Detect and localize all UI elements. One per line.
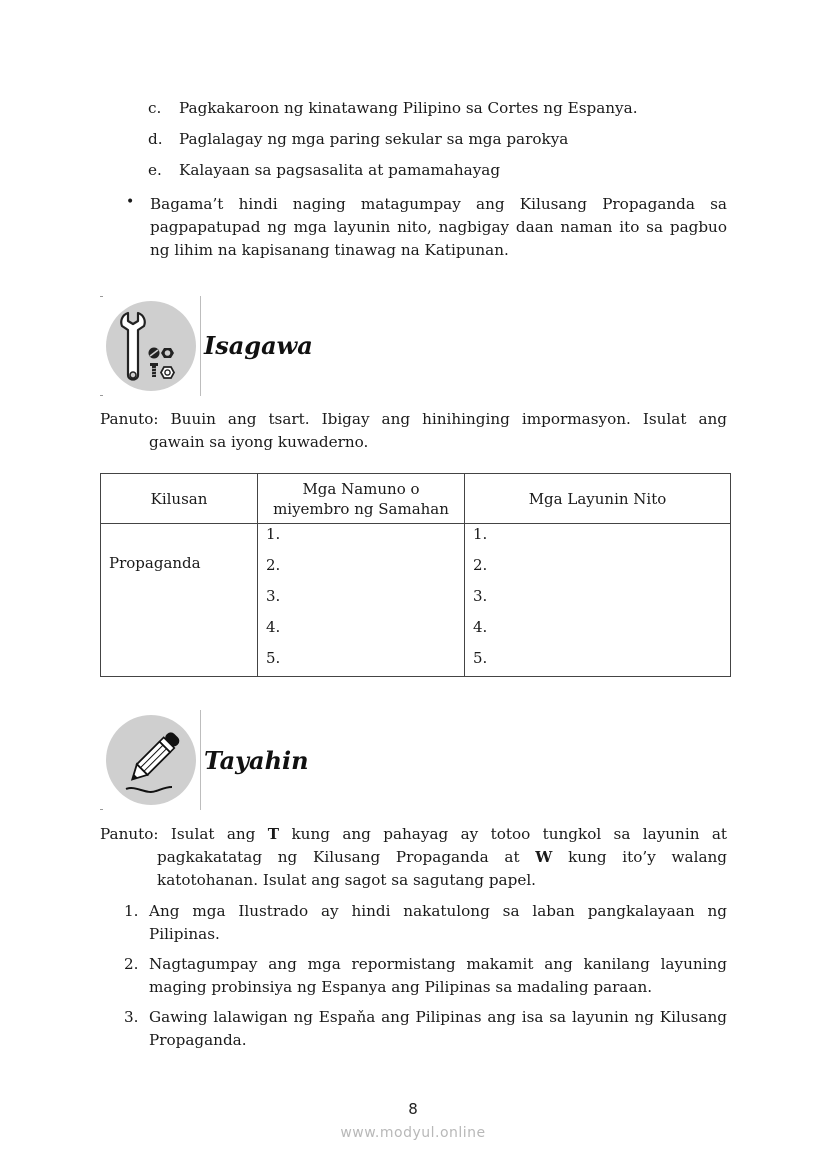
instructions-line-1: Panuto: Buuin ang tsart. Ibigay ang hinihinging impormasyon. Isulat ang (100, 410, 727, 428)
bullet-icon: • (126, 194, 135, 210)
wrench-bolts-icon (106, 301, 196, 391)
list-label: d. (148, 130, 163, 148)
question-item-2 (124, 953, 727, 999)
true-marker: T (267, 825, 280, 843)
goal-line-5[interactable]: 5. (473, 649, 488, 667)
member-line-3[interactable]: 3. (266, 587, 281, 605)
question-item-1 (124, 900, 727, 946)
header-members: Mga Namuno o miyembro ng Samahan (258, 474, 465, 524)
member-line-1[interactable]: 1. (266, 525, 281, 543)
question-number: 1. (124, 902, 139, 920)
list-text: Kalayaan sa pagsasalita at pamamahayag (179, 161, 501, 179)
header-kilusan: Kilusan (101, 474, 258, 524)
question-text: Ang mga Ilustrado ay hindi nakatulong sa laban pangkalayaan ng Pilipinas. (149, 902, 727, 943)
question-number: 3. (124, 1008, 139, 1026)
list-item-c (148, 99, 638, 117)
instructions-line-2: gawain sa iyong kuwaderno. (149, 433, 369, 451)
member-line-2[interactable]: 2. (266, 556, 281, 574)
question-text: Gawing lalawigan ng Espaňa ang Pilipinas ang isa sa layunin ng Kilusang Propaganda. (149, 1008, 727, 1049)
header-goals: Mga Layunin Nito (465, 474, 731, 524)
goal-line-1[interactable]: 1. (473, 525, 488, 543)
goal-line-3[interactable]: 3. (473, 587, 488, 605)
page-number: 8 (408, 1100, 418, 1118)
tayahin-instructions: Panuto: Isulat ang T kung ang pahayag ay totoo tungkol sa layunin at pagkakatatag ng Kilusang Propaganda at W kung ito’y walang katotohanan. Isulat ang sagot sa sagutang papel. (100, 825, 728, 889)
member-line-5[interactable]: 5. (266, 649, 281, 667)
question-item-3 (124, 1006, 727, 1052)
list-item-e (148, 161, 500, 179)
goal-line-4[interactable]: 4. (473, 618, 488, 636)
list-text: Paglalagay ng mga paring sekular sa mga parokya (179, 130, 569, 148)
goal-line-2[interactable]: 2. (473, 556, 488, 574)
kilusan-cell: Propaganda (101, 524, 258, 677)
list-text: Pagkakaroon ng kinatawang Pilipino sa Cortes ng Espanya. (179, 99, 638, 117)
list-label: e. (148, 161, 162, 179)
pencil-icon (106, 715, 196, 805)
question-text: Nagtagumpay ang mga repormistang makamit ang kanilang layuning maging probinsiya ng Espanya ang Pilipinas sa madaling paraan. (149, 955, 727, 996)
propaganda-chart-table (100, 473, 731, 677)
list-label: c. (148, 99, 162, 117)
list-item-d (148, 130, 568, 148)
bullet-paragraph: Bagama’t hindi naging matagumpay ang Kilusang Propaganda sa pagpapatupad ng mga layunin nito, nagbigay daan naman ito sa pagbuo ng lihim na kapisanang tinawag na Katipunan. (150, 195, 727, 259)
member-line-4[interactable]: 4. (266, 618, 281, 636)
tayahin-title: Tayahin (204, 746, 309, 775)
website-watermark: www.modyul.online (340, 1125, 486, 1141)
table-header-row (101, 474, 731, 524)
false-marker: W (535, 848, 553, 866)
tayahin-header (100, 710, 360, 810)
table-row (101, 524, 731, 677)
isagawa-header (100, 296, 360, 396)
members-cell[interactable] (258, 524, 465, 677)
isagawa-instructions (100, 408, 727, 454)
isagawa-title: Isagawa (204, 331, 313, 360)
goals-cell[interactable] (465, 524, 731, 677)
question-number: 2. (124, 955, 139, 973)
